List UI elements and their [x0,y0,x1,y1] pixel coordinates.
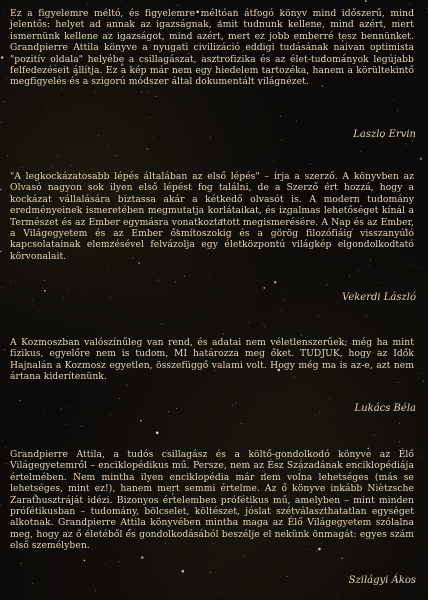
star [392,116,393,117]
star [283,299,284,300]
star [264,287,266,289]
star [104,564,105,565]
star [337,594,338,595]
star [161,323,162,324]
star [1,56,4,59]
star [419,549,420,550]
star [107,145,108,146]
star [378,282,379,283]
star [412,141,413,142]
star [369,264,370,265]
star [81,426,82,427]
star [6,463,7,464]
star [58,98,59,99]
star [186,157,187,158]
star [177,5,178,6]
quote-text-4 [10,449,414,552]
star [319,412,320,413]
star [141,92,142,93]
star [208,275,209,276]
star [241,423,242,424]
star [5,447,6,448]
star [327,284,328,285]
star [140,420,142,422]
star [411,265,412,266]
star [358,270,359,271]
star [19,400,21,402]
star [138,262,140,264]
star [248,322,249,323]
star [119,561,120,562]
star [85,89,86,90]
star [176,408,177,409]
star [361,151,362,152]
star [329,398,330,399]
star [210,137,211,138]
quote-paragraph: Ez a figyelemre méltó, és figyelemre méltóan átfogó könyv mind időszerű, mind jelentős: helyet ad annak az igazságnak, amit tudnunk kellene, mind azért, mert ismernünk kellene az igazságot, mind azért, mert ez jobb emberré tesz bennünket. Grandpierre Attila könyve a nyugati civilizáció eddigi tudásának naivan optimista "pozitív oldala" helyébe a csillagászat, asztrofizika és az élet-tudományok legújabb felfedezéseit állítja. Ez a kép már nem egy hiedelem tartozéka, hanem a körültekintő megfigyelés és a szigorú módszer által dokumentált világnézet. [10,8,414,88]
star [218,592,219,593]
star [4,101,5,102]
quote-text-3 [10,337,414,383]
star [399,423,400,424]
star [210,572,211,573]
quote-author-1: Laszlo Ervin [353,129,416,140]
star [315,414,316,415]
star [265,326,266,327]
star [57,155,58,156]
star [145,417,146,418]
star [156,96,157,97]
star [32,583,33,584]
star [229,406,230,407]
star [301,335,302,336]
star [95,270,96,271]
star [0,189,2,191]
star [98,135,99,136]
star [184,276,185,277]
star [152,138,153,139]
star [280,310,281,311]
quote-author-2: Vekerdi László [342,292,416,303]
star [32,299,33,300]
star [109,298,110,299]
star [95,590,96,591]
star [235,403,236,404]
star [282,294,283,295]
star [277,155,278,156]
quote-author-3: Lukács Béla [354,403,416,414]
star [44,412,45,413]
star [397,395,398,396]
star [318,316,319,317]
star [420,158,423,161]
star [366,316,367,317]
star [262,324,263,325]
star [127,385,128,386]
star [46,109,47,110]
star [374,435,375,436]
star [273,160,274,161]
quote-paragraph: Grandpierre Attila, a tudós csillagász és a költő-gondolkodó könyve az Élő Világegyetemről – enciklopédikus mű. Persze, nem az Ész Századának enciklopédiája értelmében. Nem mintha ilyen enciklopédia már nem volna lehetséges (más se lehetséges, mint ez!), hanem mert semmi értelme. Az ő könyve inkább Nietzsche Zarathusztráját idézi. Bizonyos értelemben prófétikus mű, amelyben – mint minden prófétikusban – tudomány, bölcselet, költészet, jóslat szétválaszthatatlan egységet alkotnak. Grandpierre Attila könyvében mintha maga az Élő Világegyetem szólalna meg, hogy az ő életéből és gondolkodásából beszélje el nekünk önmagát: egyes szám első személyben. [10,449,414,552]
star [148,91,149,92]
star [7,155,8,156]
star [21,563,22,564]
star [147,148,149,150]
star [394,100,395,101]
quote-paragraph: A Kozmoszban valószínűleg van rend, és adatai nem véletlenszerűek; még ha mint fizikus, egyelőre nem is tudom, MI határozza meg őket. TUDJUK, hogy az Idők Hajnalán a Kozmosz egyetlen, összefüggő valami volt. Hogy még ma is az-e, azt nem ártana kiderítenünk. [10,337,414,383]
star [156,432,159,435]
star [6,78,7,79]
star [67,289,68,290]
star [223,333,224,334]
star [61,409,62,410]
star [1,505,2,506]
star [245,555,246,556]
star [317,445,318,446]
star [108,267,109,268]
star [421,267,422,268]
star [141,556,144,559]
star [349,276,350,277]
star [341,558,343,560]
star [110,414,111,415]
star [0,251,2,253]
star [418,373,419,374]
star [10,282,11,283]
star [38,311,39,312]
star [281,139,282,140]
star [116,155,117,156]
star [101,445,102,446]
star [119,398,120,399]
star [190,573,191,574]
star [73,429,74,430]
star [44,290,46,292]
star [3,10,4,11]
star [399,441,400,442]
quote-text-2 [10,171,414,262]
star [71,165,72,166]
star [182,570,185,573]
star [63,297,64,298]
star [1,287,2,288]
star [87,4,88,5]
star [61,88,62,89]
star [149,117,150,118]
star [365,0,367,2]
star [168,411,169,412]
star [310,164,311,165]
star [44,280,45,281]
star [287,576,288,577]
quote-paragraph: "A legkockázatosabb lépés általában az első lépés" – írja a szerző. A könyvben az Olvasó nagyon sok ilyen első lépést fog találni, de a Szerző ért hozzá, hogy a kockázat vállalására biztassa akár a kétkedő olvasót is. A modern tudomány eredményeinek ismeretében megmutatja korlátaikat, és izgalmas lehetőséget kínál a Természet és az Ember egymásra vonatkoztatott megismerésére. A Nap és az Ember, a Világegyetem és az Ember ősmítoszokig és a görög filozófiáig visszanyúló kapcsolatainak elemzésével felvázolja egy életközpontú világkép elgondolkodtató körvonalait. [10,171,414,262]
star [274,281,277,284]
star [232,405,233,406]
star [280,116,281,117]
star [175,281,176,282]
star [157,280,158,281]
star [421,456,422,457]
star [22,167,23,168]
star [409,4,410,5]
star [231,149,232,150]
star [66,424,67,425]
star [1,122,2,123]
quote-text-1 [10,8,414,88]
star [52,166,53,167]
quote-author-4: Szilágyi Ákos [348,575,416,586]
star [94,91,95,92]
star [397,110,398,111]
star [66,406,67,407]
star [296,120,297,121]
star [423,381,424,382]
star [84,560,86,562]
star [4,349,5,350]
star [406,144,407,145]
